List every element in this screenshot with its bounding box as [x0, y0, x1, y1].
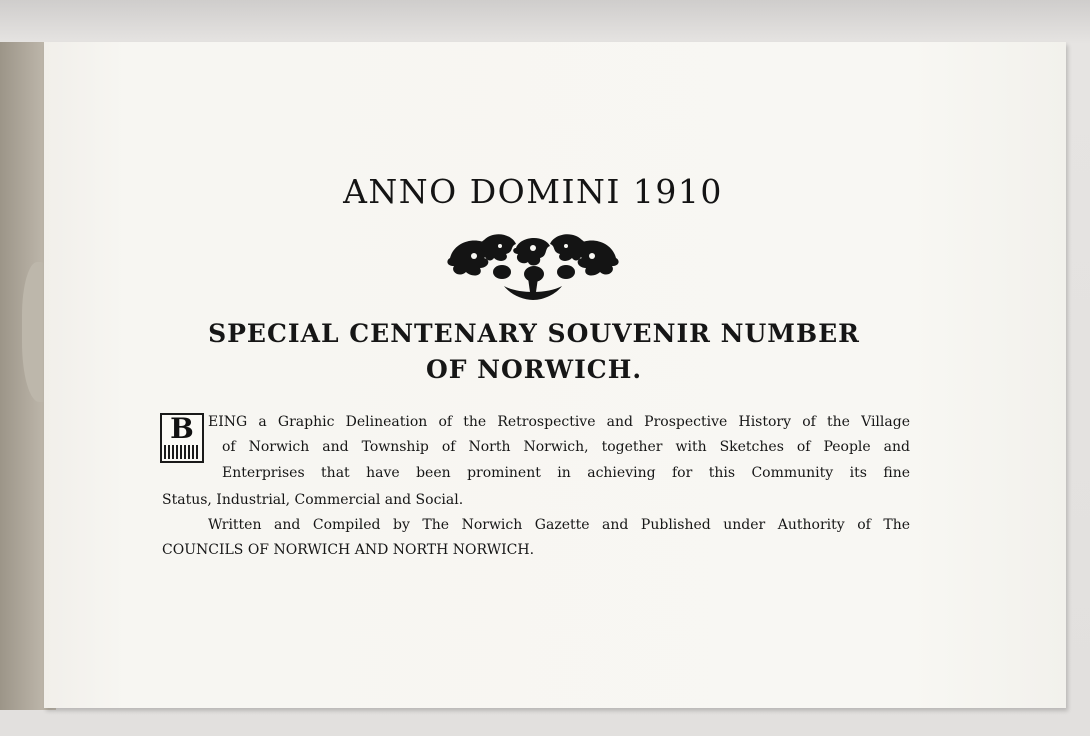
paragraph-1-line-3: Enterprises that have been prominent in achieving for this Community its fine — [222, 465, 910, 481]
page-title: ANNO DOMINI 1910 — [343, 172, 723, 211]
oak-leaf-ornament-icon — [444, 228, 622, 302]
drop-cap — [160, 413, 204, 463]
paragraph-1-line-2: of Norwich and Township of North Norwich, together with Sketches of People and — [222, 439, 910, 455]
paragraph-1-line-1: EING a Graphic Delineation of the Retrospective and Prospective History of the Village — [208, 414, 910, 430]
heading-line-1: SPECIAL CENTENARY SOUVENIR NUMBER — [208, 319, 860, 348]
paragraph-1-line-4: Status, Industrial, Commercial and Social. — [162, 492, 464, 508]
drop-cap-foliage — [164, 445, 200, 459]
paragraph-2-line-1: Written and Compiled by The Norwich Gazette and Published under Authority of The — [208, 517, 910, 533]
paragraph-2-line-2: COUNCILS OF NORWICH AND NORTH NORWICH. — [162, 542, 535, 558]
drop-cap-letter: B — [170, 412, 194, 445]
main-heading — [130, 316, 938, 388]
heading-line-2: OF NORWICH. — [425, 355, 643, 384]
